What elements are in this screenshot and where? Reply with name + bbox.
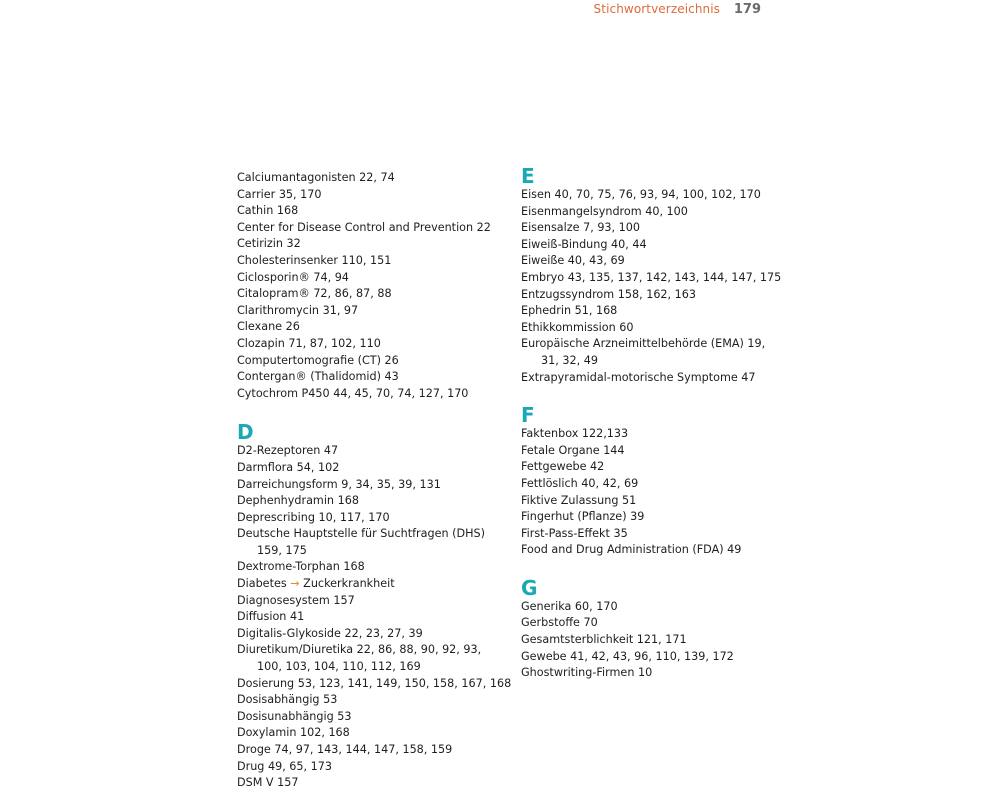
index-entry: Faktenbox 122,133 [521, 427, 629, 441]
index-entry-multiline [237, 526, 507, 559]
index-group-e [521, 165, 781, 386]
index-entry: Fettlöslich 40, 42, 69 [521, 476, 639, 490]
index-entry: Fetale Organe 144 [521, 443, 625, 457]
index-entry: Ghostwriting-Firmen 10 [521, 666, 653, 680]
index-entry: Extrapyramidal-motorische Symptome 47 [521, 370, 756, 384]
index-entry: Darreichungsform 9, 34, 35, 39, 131 [237, 477, 441, 491]
index-entry: Doxylamin 102, 168 [237, 726, 350, 740]
index-entry: Eisen 40, 70, 75, 76, 93, 94, 100, 102, 170 [521, 188, 761, 201]
index-entry: Eisensalze 7, 93, 100 [521, 221, 641, 235]
crossref-term: Diabetes [237, 577, 287, 591]
letter-heading-f: F [521, 403, 535, 428]
page-number: 179 [733, 2, 761, 17]
index-entry: Embryo 43, 135, 137, 142, 143, 144, 147, 175 [521, 270, 782, 284]
letter-heading-d: D [237, 420, 254, 445]
index-entry: Digitalis-Glykoside 22, 23, 27, 39 [237, 626, 423, 640]
index-entry-line: Europäische Arzneimittelbehörde (EMA) 19, [521, 337, 766, 351]
index-entry-continuation: 100, 103, 104, 110, 112, 169 [257, 660, 421, 674]
index-entry: Center for Disease Control and Prevention 22 [237, 220, 491, 234]
index-entry: Citalopram® 72, 86, 87, 88 [237, 287, 392, 301]
index-entry: Fingerhut (Pflanze) 39 [521, 510, 645, 524]
index-entry: Diagnosesystem 157 [237, 593, 355, 607]
index-group-d [237, 420, 512, 791]
index-entry: Gesamtsterblichkeit 121, 171 [521, 633, 687, 647]
index-entry: Clarithromycin 31, 97 [237, 303, 359, 317]
index-entry: Dosisunabhängig 53 [237, 709, 352, 723]
index-entry: Entzugssyndrom 158, 162, 163 [521, 287, 697, 301]
index-entry: Diffusion 41 [237, 610, 305, 624]
index-column-right [521, 165, 781, 700]
index-entry: Dephenhydramin 168 [237, 494, 359, 508]
index-entry: DSM V 157 [237, 776, 299, 790]
arrow-right-icon: → [290, 577, 300, 591]
index-entry: Gewebe 41, 42, 43, 96, 110, 139, 172 [521, 649, 734, 663]
index-entry: Clexane 26 [237, 320, 300, 334]
index-entry: Drug 49, 65, 173 [237, 759, 333, 773]
index-entry: Deprescribing 10, 117, 170 [237, 510, 390, 524]
index-entry: Fettgewebe 42 [521, 460, 605, 474]
index-entry: D2-Rezeptoren 47 [237, 444, 339, 458]
running-head [594, 1, 761, 18]
index-entry: Ciclosporin® 74, 94 [237, 270, 349, 284]
index-entry: Calciumantagonisten 22, 74 [237, 171, 395, 184]
index-column-left [237, 170, 512, 810]
index-entry: Dosierung 53, 123, 141, 149, 150, 158, 167, 168 [237, 676, 512, 690]
index-entry: Eiweiß-Bindung 40, 44 [521, 237, 647, 251]
index-entry: Clozapin 71, 87, 102, 110 [237, 336, 381, 350]
index-entry: Cetirizin 32 [237, 237, 301, 251]
index-group-c [237, 170, 507, 402]
index-entry: Dextrome-Torphan 168 [237, 560, 365, 574]
index-entry-multiline [521, 336, 781, 369]
index-entry: Darmflora 54, 102 [237, 460, 340, 474]
index-entry-crossref [237, 576, 507, 593]
index-group-f [521, 404, 781, 559]
section-title: Stichwortverzeichnis [593, 2, 721, 16]
index-entry: Eisenmangelsyndrom 40, 100 [521, 204, 688, 218]
index-entry: Computertomografie (CT) 26 [237, 353, 399, 367]
index-entry-continuation: 159, 175 [257, 543, 307, 557]
index-entry: Contergan® (Thalidomid) 43 [237, 370, 399, 384]
index-entry: Carrier 35, 170 [237, 187, 322, 201]
index-entry: Eiweiße 40, 43, 69 [521, 254, 625, 268]
index-entry: Ephedrin 51, 168 [521, 304, 618, 318]
index-entry: Ethikkommission 60 [521, 320, 634, 334]
index-entry-line: Diuretikum/Diuretika 22, 86, 88, 90, 92, 93, [237, 643, 482, 657]
letter-heading-e: E [521, 164, 535, 188]
index-entry: Cholesterinsenker 110, 151 [237, 253, 392, 267]
index-entry: Dosisabhängig 53 [237, 693, 338, 707]
index-entry-line: Deutsche Hauptstelle für Suchtfragen (DHS) [237, 527, 485, 541]
index-entry: Generika 60, 170 [521, 599, 618, 613]
index-entry: Fiktive Zulassung 51 [521, 493, 637, 507]
index-entry: Cathin 168 [237, 204, 299, 218]
index-group-g [521, 577, 781, 682]
index-entry-continuation: 31, 32, 49 [541, 353, 598, 367]
letter-heading-g: G [521, 575, 538, 600]
index-entry: Droge 74, 97, 143, 144, 147, 158, 159 [237, 743, 453, 756]
index-entry: Cytochrom P450 44, 45, 70, 74, 127, 170 [237, 386, 469, 400]
crossref-target: Zuckerkrankheit [303, 577, 395, 591]
index-entry-multiline [237, 642, 507, 675]
index-entry: Gerbstoffe 70 [521, 616, 598, 630]
index-entry: First-Pass-Effekt 35 [521, 526, 628, 540]
index-entry: Food and Drug Administration (FDA) 49 [521, 543, 742, 557]
